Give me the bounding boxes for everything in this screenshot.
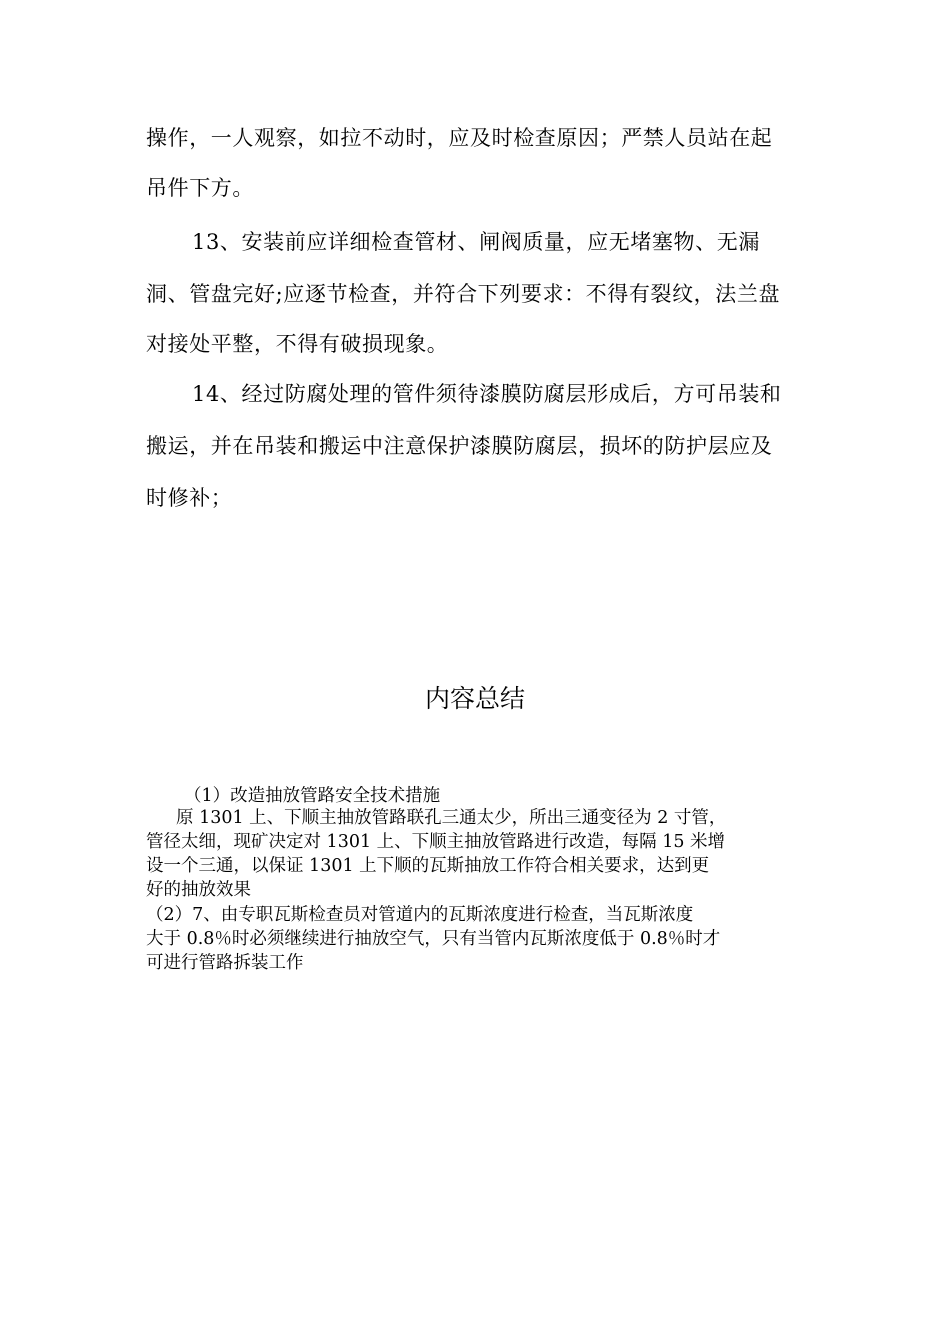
body-line: 时修补； xyxy=(146,486,233,510)
body-line: 14、经过防腐处理的管件须待漆膜防腐层形成后，方可吊装和 xyxy=(192,382,782,406)
summary-line: 原 1301 上、下顺主抽放管路联孔三通太少，所出三通变径为 2 寸管， xyxy=(176,808,727,828)
body-line: 对接处平整，不得有破损现象。 xyxy=(146,332,449,356)
body-line: 洞、管盘完好;应逐节检查，并符合下列要求：不得有裂纹，法兰盘 xyxy=(146,282,781,306)
summary-line: （2）7、由专职瓦斯检查员对管道内的瓦斯浓度进行检查，当瓦斯浓度 xyxy=(146,905,694,925)
body-line: 13、安装前应详细检查管材、闸阀质量，应无堵塞物、无漏 xyxy=(192,230,760,254)
summary-line: 大于 0.8％时必须继续进行抽放空气，只有当管内瓦斯浓度低于 0.8％时才 xyxy=(146,929,721,949)
body-line: 操作，一人观察，如拉不动时，应及时检查原因；严禁人员站在起 xyxy=(146,126,773,150)
summary-line: （1）改造抽放管路安全技术措施 xyxy=(184,786,441,806)
summary-line: 可进行管路拆装工作 xyxy=(146,953,304,973)
summary-line: 设一个三通，以保证 1301 上下顺的瓦斯抽放工作符合相关要求，达到更 xyxy=(146,856,710,876)
summary-line: 好的抽放效果 xyxy=(146,880,251,900)
body-line: 吊件下方。 xyxy=(146,176,254,200)
summary-title: 内容总结 xyxy=(424,684,525,713)
summary-line: 管径太细，现矿决定对 1301 上、下顺主抽放管路进行改造，每隔 15 米增 xyxy=(146,832,726,852)
body-line: 搬运，并在吊装和搬运中注意保护漆膜防腐层，损坏的防护层应及 xyxy=(146,434,773,458)
